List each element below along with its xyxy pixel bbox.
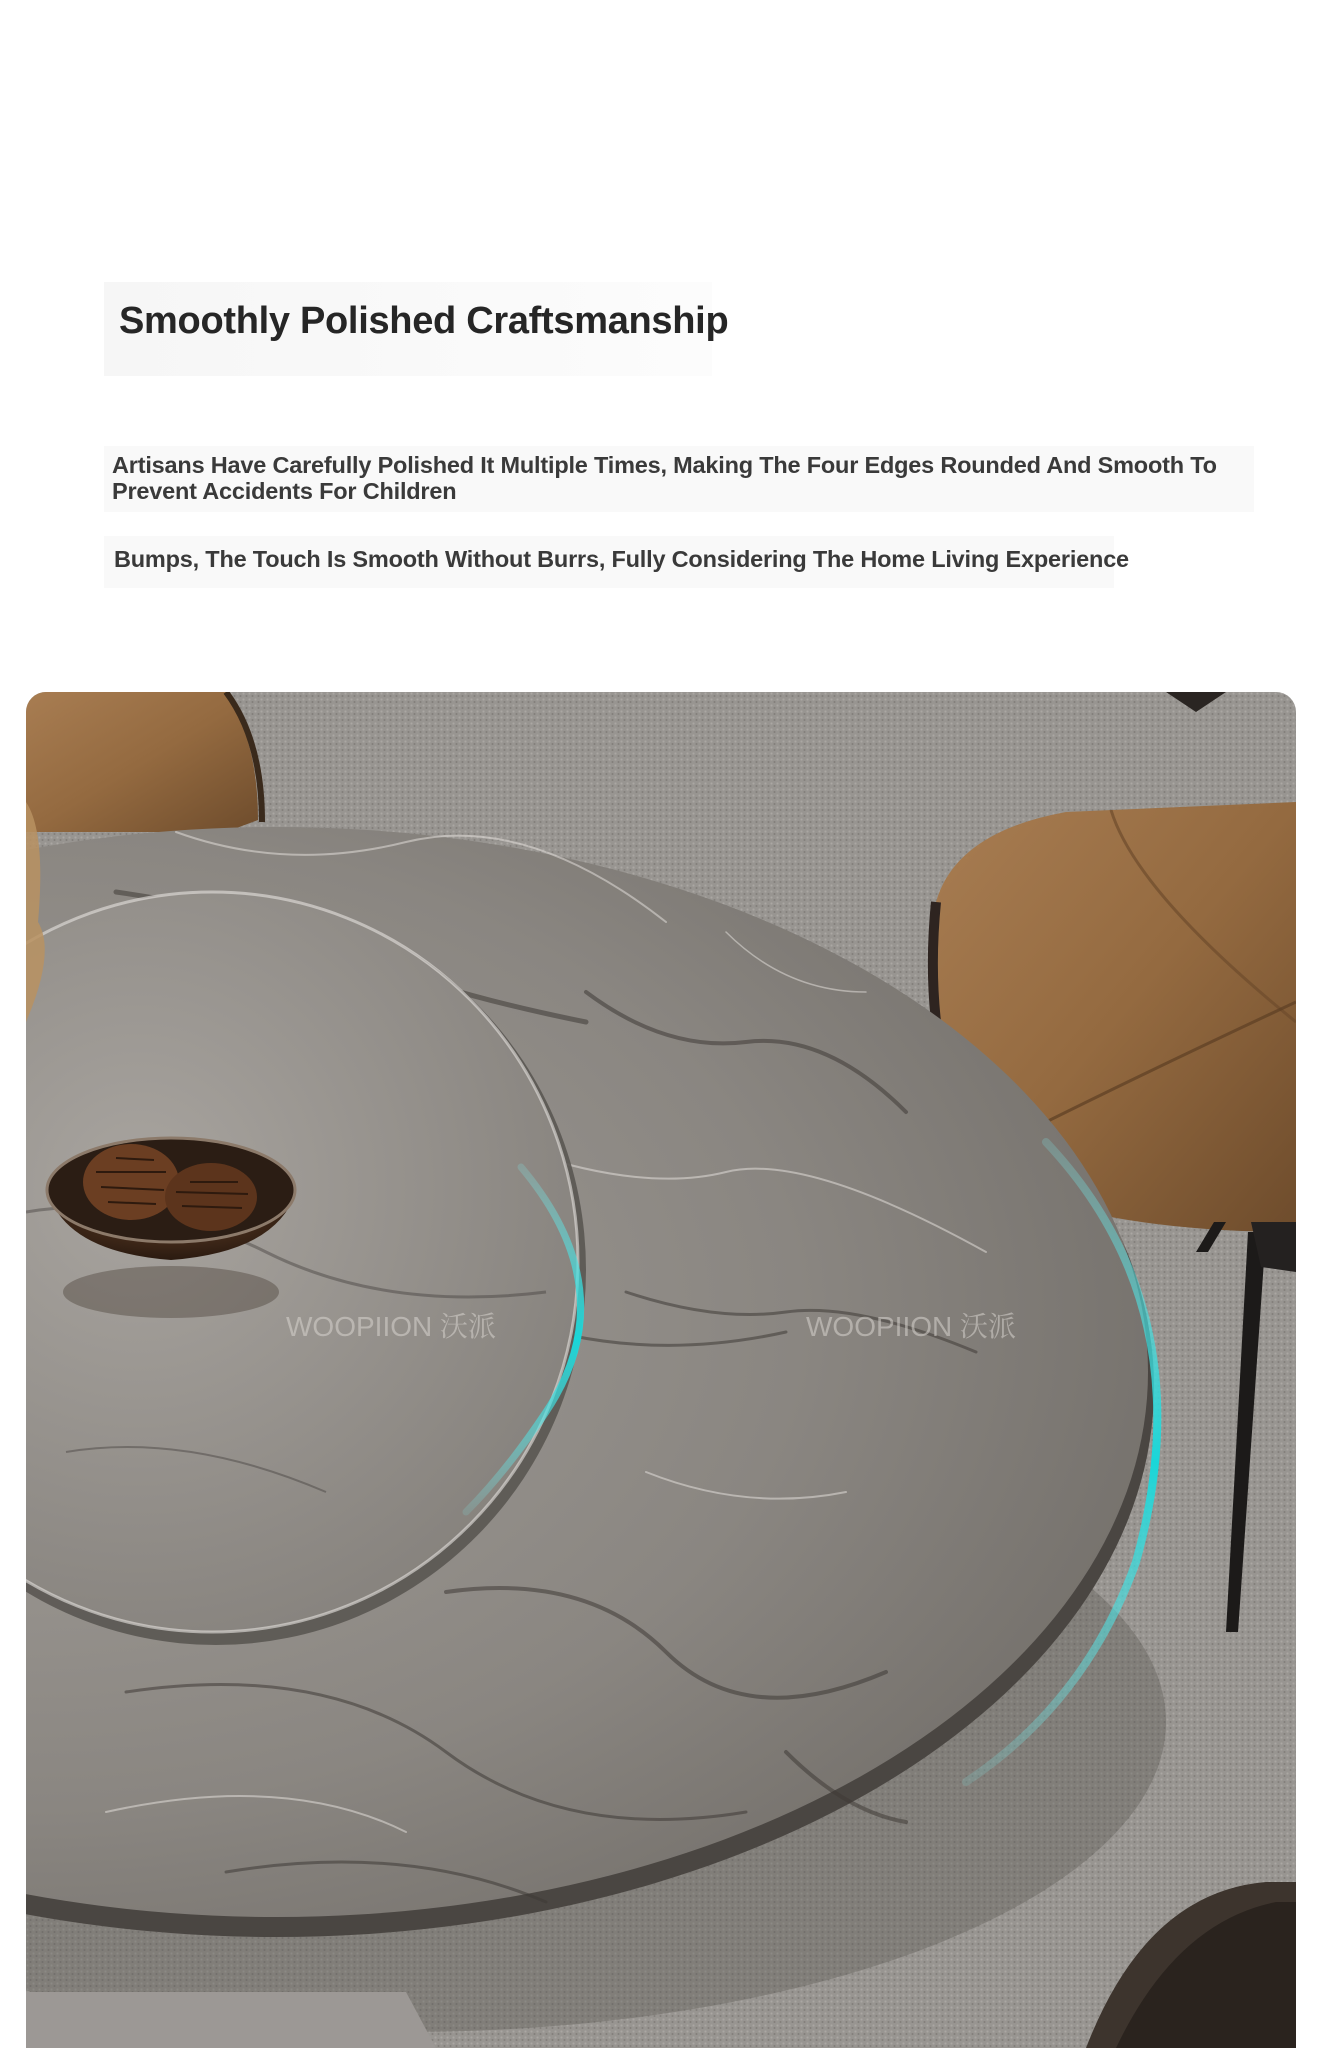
product-photo (26, 692, 1296, 2048)
watermark-left: WOOPIION 沃派 (286, 1311, 497, 1342)
table-base (26, 1992, 436, 2048)
chair-top-left (26, 692, 258, 832)
paragraph-1: Artisans Have Carefully Polished It Multiple Times, Making The Four Edges Rounded And Smooth To Prevent Accidents For Children (112, 452, 1217, 504)
paragraph-2: Bumps, The Touch Is Smooth Without Burrs, Fully Considering The Home Living Experience (114, 546, 1129, 572)
section-title: Smoothly Polished Craftsmanship (119, 300, 729, 342)
watermark-right: WOOPIION 沃派 (806, 1311, 1017, 1342)
dining-table-illustration (26, 692, 1296, 2048)
